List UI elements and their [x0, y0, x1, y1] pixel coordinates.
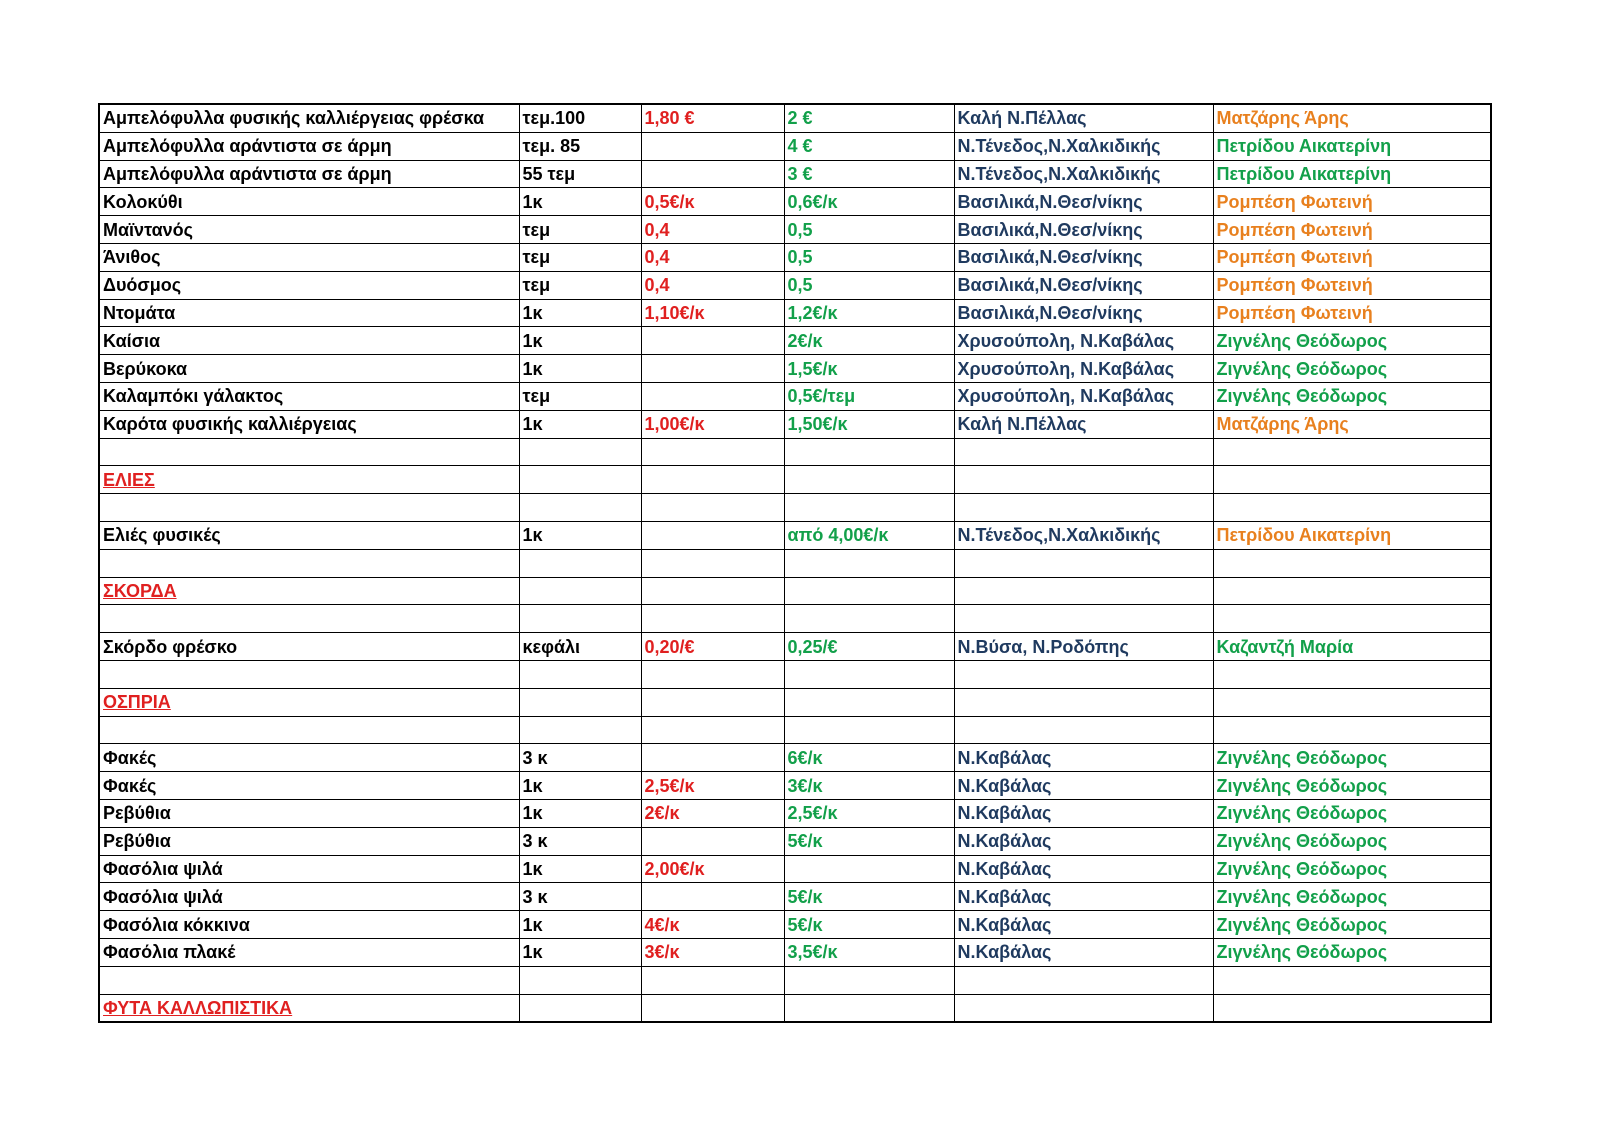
price-green-cell: 0,5€/τεμ [784, 382, 954, 410]
price-green-cell [784, 688, 954, 716]
table-row [99, 160, 1491, 188]
product-name-cell: Ρεβύθια [99, 827, 519, 855]
product-name-cell: Ελιές φυσικές [99, 521, 519, 549]
location-cell [954, 688, 1213, 716]
product-name-cell: Ρεβύθια [99, 799, 519, 827]
producer-cell: Ρομπέση Φωτεινή [1213, 216, 1491, 244]
unit-cell: 3 κ [519, 827, 641, 855]
producer-cell [1213, 438, 1491, 466]
empty-row [99, 966, 1491, 994]
unit-cell [519, 660, 641, 688]
unit-cell: τεμ [519, 216, 641, 244]
unit-cell: 1κ [519, 911, 641, 939]
product-name-cell: Καλαμπόκι γάλακτος [99, 382, 519, 410]
location-cell: Βασιλικά,Ν.Θεσ/νίκης [954, 271, 1213, 299]
unit-cell [519, 494, 641, 522]
table-row [99, 911, 1491, 939]
unit-cell: τεμ [519, 271, 641, 299]
producer-cell [1213, 466, 1491, 494]
price-green-cell [784, 966, 954, 994]
unit-cell: 1κ [519, 855, 641, 883]
location-cell: Ν.Καβάλας [954, 855, 1213, 883]
unit-cell: 55 τεμ [519, 160, 641, 188]
price-red-cell: 0,20/€ [641, 633, 784, 661]
price-green-cell [784, 438, 954, 466]
location-cell: Καλή Ν.Πέλλας [954, 104, 1213, 132]
location-cell [954, 605, 1213, 633]
producer-cell [1213, 966, 1491, 994]
price-red-cell: 2€/κ [641, 799, 784, 827]
producer-cell: Ζιγνέλης Θεόδωρος [1213, 382, 1491, 410]
price-red-cell: 0,4 [641, 271, 784, 299]
producer-cell: Ζιγνέλης Θεόδωρος [1213, 772, 1491, 800]
product-name-cell: Φακές [99, 744, 519, 772]
price-green-cell: 2€/κ [784, 327, 954, 355]
location-cell: Ν.Τένεδος,Ν.Χαλκιδικής [954, 132, 1213, 160]
producer-cell: Ζιγνέλης Θεόδωρος [1213, 744, 1491, 772]
producer-cell: Ζιγνέλης Θεόδωρος [1213, 938, 1491, 966]
location-cell [954, 660, 1213, 688]
unit-cell [519, 466, 641, 494]
price-red-cell [641, 994, 784, 1022]
product-name-cell: Άνιθος [99, 243, 519, 271]
location-cell: Βασιλικά,Ν.Θεσ/νίκης [954, 243, 1213, 271]
price-red-cell: 4€/κ [641, 911, 784, 939]
price-green-cell [784, 549, 954, 577]
unit-cell [519, 716, 641, 744]
product-name-cell [99, 660, 519, 688]
location-cell [954, 466, 1213, 494]
unit-cell: 1κ [519, 327, 641, 355]
producer-cell: Ζιγνέλης Θεόδωρος [1213, 911, 1491, 939]
price-green-cell: 3 € [784, 160, 954, 188]
price-red-cell [641, 521, 784, 549]
price-red-cell [641, 744, 784, 772]
table-row [99, 883, 1491, 911]
price-green-cell: από 4,00€/κ [784, 521, 954, 549]
table-row [99, 327, 1491, 355]
product-name-cell: Αμπελόφυλλα αράντιστα σε άρμη [99, 160, 519, 188]
price-green-cell: 4 € [784, 132, 954, 160]
location-cell [954, 549, 1213, 577]
unit-cell [519, 966, 641, 994]
price-red-cell: 0,5€/κ [641, 188, 784, 216]
product-name-cell [99, 438, 519, 466]
table-row [99, 938, 1491, 966]
location-cell: Βασιλικά,Ν.Θεσ/νίκης [954, 299, 1213, 327]
empty-row [99, 494, 1491, 522]
unit-cell [519, 549, 641, 577]
product-name-cell: Μαϊντανός [99, 216, 519, 244]
producer-cell: Ζιγνέλης Θεόδωρος [1213, 799, 1491, 827]
table-row [99, 355, 1491, 383]
location-cell: Ν.Καβάλας [954, 827, 1213, 855]
price-green-cell: 3€/κ [784, 772, 954, 800]
unit-cell: 1κ [519, 355, 641, 383]
location-cell: Χρυσούπολη, Ν.Καβάλας [954, 355, 1213, 383]
price-green-cell: 5€/κ [784, 827, 954, 855]
price-green-cell [784, 716, 954, 744]
producer-cell [1213, 549, 1491, 577]
price-red-cell [641, 132, 784, 160]
unit-cell [519, 577, 641, 605]
location-cell [954, 494, 1213, 522]
table-row [99, 855, 1491, 883]
location-cell: Ν.Καβάλας [954, 883, 1213, 911]
product-name-cell: Βερύκοκα [99, 355, 519, 383]
price-green-cell: 1,5€/κ [784, 355, 954, 383]
price-green-cell: 0,5 [784, 243, 954, 271]
location-cell: Ν.Καβάλας [954, 938, 1213, 966]
unit-cell: 3 κ [519, 744, 641, 772]
product-name-cell: Φασόλια πλακέ [99, 938, 519, 966]
product-name-cell: Φασόλια κόκκινα [99, 911, 519, 939]
price-table-body [99, 104, 1491, 1022]
unit-cell [519, 688, 641, 716]
price-red-cell [641, 327, 784, 355]
price-green-cell: 1,2€/κ [784, 299, 954, 327]
producer-cell [1213, 605, 1491, 633]
producer-cell [1213, 494, 1491, 522]
location-cell: Βασιλικά,Ν.Θεσ/νίκης [954, 188, 1213, 216]
location-cell: Ν.Τένεδος,Ν.Χαλκιδικής [954, 160, 1213, 188]
product-name-cell: Αμπελόφυλλα φυσικής καλλιέργειας φρέσκα [99, 104, 519, 132]
producer-cell: Ματζάρης Άρης [1213, 104, 1491, 132]
product-name-cell [99, 605, 519, 633]
location-cell [954, 966, 1213, 994]
table-row [99, 188, 1491, 216]
location-cell [954, 716, 1213, 744]
price-red-cell [641, 660, 784, 688]
location-cell: Χρυσούπολη, Ν.Καβάλας [954, 327, 1213, 355]
price-green-cell: 5€/κ [784, 883, 954, 911]
table-row [99, 744, 1491, 772]
product-name-cell: Φακές [99, 772, 519, 800]
section-title: ΦΥΤΑ ΚΑΛΛΩΠΙΣΤΙΚΑ [99, 994, 519, 1022]
product-name-cell: Ντομάτα [99, 299, 519, 327]
producer-cell [1213, 660, 1491, 688]
producer-cell [1213, 688, 1491, 716]
price-green-cell [784, 605, 954, 633]
table-row [99, 799, 1491, 827]
price-red-cell: 1,80 € [641, 104, 784, 132]
price-green-cell: 6€/κ [784, 744, 954, 772]
product-name-cell: Καίσια [99, 327, 519, 355]
section-title: ΟΣΠΡΙΑ [99, 688, 519, 716]
producer-cell [1213, 577, 1491, 605]
location-cell: Βασιλικά,Ν.Θεσ/νίκης [954, 216, 1213, 244]
price-green-cell: 2,5€/κ [784, 799, 954, 827]
price-green-cell [784, 466, 954, 494]
price-green-cell: 5€/κ [784, 911, 954, 939]
price-green-cell: 0,5 [784, 271, 954, 299]
producer-cell: Ρομπέση Φωτεινή [1213, 188, 1491, 216]
unit-cell: 1κ [519, 938, 641, 966]
price-red-cell [641, 605, 784, 633]
price-red-cell [641, 382, 784, 410]
producer-cell: Πετρίδου Αικατερίνη [1213, 521, 1491, 549]
product-name-cell [99, 494, 519, 522]
producer-cell: Πετρίδου Αικατερίνη [1213, 132, 1491, 160]
empty-row [99, 716, 1491, 744]
section-header-row [99, 466, 1491, 494]
product-name-cell [99, 966, 519, 994]
unit-cell: τεμ [519, 243, 641, 271]
price-red-cell [641, 966, 784, 994]
price-red-cell: 0,4 [641, 243, 784, 271]
table-row [99, 243, 1491, 271]
empty-row [99, 438, 1491, 466]
price-green-cell [784, 855, 954, 883]
producer-cell: Ματζάρης Άρης [1213, 410, 1491, 438]
unit-cell [519, 994, 641, 1022]
producer-cell: Καζαντζή Μαρία [1213, 633, 1491, 661]
price-red-cell [641, 716, 784, 744]
unit-cell: τεμ. 85 [519, 132, 641, 160]
producer-cell: Ρομπέση Φωτεινή [1213, 299, 1491, 327]
producer-cell: Πετρίδου Αικατερίνη [1213, 160, 1491, 188]
location-cell: Χρυσούπολη, Ν.Καβάλας [954, 382, 1213, 410]
producer-cell: Ζιγνέλης Θεόδωρος [1213, 827, 1491, 855]
location-cell: Ν.Τένεδος,Ν.Χαλκιδικής [954, 521, 1213, 549]
price-red-cell: 1,00€/κ [641, 410, 784, 438]
producer-cell [1213, 716, 1491, 744]
location-cell: Ν.Βύσα, Ν.Ροδόπης [954, 633, 1213, 661]
price-red-cell: 0,4 [641, 216, 784, 244]
producer-cell: Ζιγνέλης Θεόδωρος [1213, 355, 1491, 383]
unit-cell: 1κ [519, 521, 641, 549]
price-green-cell: 0,25/€ [784, 633, 954, 661]
price-green-cell [784, 994, 954, 1022]
empty-row [99, 549, 1491, 577]
unit-cell: κεφάλι [519, 633, 641, 661]
price-green-cell: 1,50€/κ [784, 410, 954, 438]
empty-row [99, 660, 1491, 688]
price-green-cell: 0,6€/κ [784, 188, 954, 216]
table-row [99, 772, 1491, 800]
producer-cell: Ζιγνέλης Θεόδωρος [1213, 883, 1491, 911]
location-cell: Ν.Καβάλας [954, 744, 1213, 772]
price-green-cell [784, 494, 954, 522]
price-green-cell: 3,5€/κ [784, 938, 954, 966]
price-red-cell [641, 577, 784, 605]
price-red-cell [641, 883, 784, 911]
table-row [99, 410, 1491, 438]
unit-cell: 1κ [519, 299, 641, 327]
price-green-cell [784, 577, 954, 605]
price-red-cell: 1,10€/κ [641, 299, 784, 327]
table-row [99, 382, 1491, 410]
section-title: ΣΚΟΡΔΑ [99, 577, 519, 605]
location-cell [954, 577, 1213, 605]
price-red-cell [641, 494, 784, 522]
producer-cell: Ζιγνέλης Θεόδωρος [1213, 855, 1491, 883]
price-red-cell [641, 160, 784, 188]
price-table [98, 103, 1492, 1023]
product-name-cell [99, 716, 519, 744]
producer-cell: Ζιγνέλης Θεόδωρος [1213, 327, 1491, 355]
price-red-cell [641, 827, 784, 855]
product-name-cell: Καρότα φυσικής καλλιέργειας [99, 410, 519, 438]
section-header-row [99, 994, 1491, 1022]
location-cell: Ν.Καβάλας [954, 772, 1213, 800]
unit-cell: 1κ [519, 188, 641, 216]
location-cell: Ν.Καβάλας [954, 911, 1213, 939]
price-red-cell [641, 688, 784, 716]
unit-cell: 3 κ [519, 883, 641, 911]
price-green-cell [784, 660, 954, 688]
price-green-cell: 2 € [784, 104, 954, 132]
table-row [99, 216, 1491, 244]
price-red-cell [641, 355, 784, 383]
product-name-cell [99, 549, 519, 577]
location-cell: Ν.Καβάλας [954, 799, 1213, 827]
price-green-cell: 0,5 [784, 216, 954, 244]
table-row [99, 271, 1491, 299]
unit-cell: τεμ [519, 382, 641, 410]
unit-cell: 1κ [519, 410, 641, 438]
unit-cell [519, 438, 641, 466]
section-title: ΕΛΙΕΣ [99, 466, 519, 494]
product-name-cell: Φασόλια ψιλά [99, 855, 519, 883]
price-red-cell: 2,5€/κ [641, 772, 784, 800]
empty-row [99, 605, 1491, 633]
location-cell: Καλή Ν.Πέλλας [954, 410, 1213, 438]
producer-cell: Ρομπέση Φωτεινή [1213, 271, 1491, 299]
producer-cell: Ρομπέση Φωτεινή [1213, 243, 1491, 271]
section-header-row [99, 688, 1491, 716]
location-cell [954, 994, 1213, 1022]
unit-cell: 1κ [519, 799, 641, 827]
table-row [99, 521, 1491, 549]
table-row [99, 827, 1491, 855]
table-row [99, 299, 1491, 327]
unit-cell: τεμ.100 [519, 104, 641, 132]
unit-cell [519, 605, 641, 633]
product-name-cell: Αμπελόφυλλα αράντιστα σε άρμη [99, 132, 519, 160]
table-row [99, 104, 1491, 132]
unit-cell: 1κ [519, 772, 641, 800]
price-red-cell [641, 466, 784, 494]
table-row [99, 132, 1491, 160]
location-cell [954, 438, 1213, 466]
product-name-cell: Δυόσμος [99, 271, 519, 299]
price-red-cell: 3€/κ [641, 938, 784, 966]
table-row [99, 633, 1491, 661]
price-red-cell: 2,00€/κ [641, 855, 784, 883]
price-red-cell [641, 549, 784, 577]
product-name-cell: Σκόρδο φρέσκο [99, 633, 519, 661]
producer-cell [1213, 994, 1491, 1022]
section-header-row [99, 577, 1491, 605]
price-red-cell [641, 438, 784, 466]
product-name-cell: Κολοκύθι [99, 188, 519, 216]
product-name-cell: Φασόλια ψιλά [99, 883, 519, 911]
